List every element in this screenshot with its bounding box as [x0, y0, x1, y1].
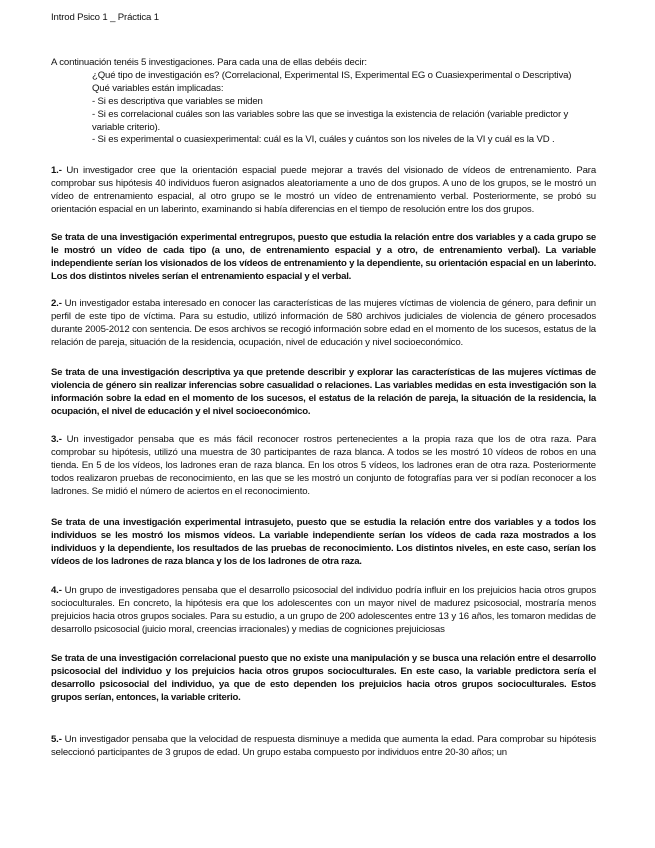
instruction-item: - Si es descriptiva que variables se miden: [92, 95, 263, 107]
document-header: Introd Psico 1 _ Práctica 1: [51, 12, 159, 23]
answer-1: [51, 232, 596, 284]
instruction-item: - Si es experimental o cuasiexperimental: cuál es la VI, cuáles y cuántos son los niveles de la VI y cuál es la VD .: [92, 134, 555, 146]
instruction-item: ¿Qué tipo de investigación es? (Correlacional, Experimental IS, Experimental EG o Cuasiexperimental o Descriptiva): [92, 69, 572, 81]
answer-text: Se trata de una investigación correlacional puesto que no existe una manipulación y se busca una relación entre el desarrollo psicosocial del individuo y los prejuicios hacia otros grupos socioculturales. En este caso, la variable predictora sería el desarrollo psicosocial del individuo, ya que de esto dependen los prejuicios hacia otros grupos socioculturales. Estos grupos serían, entonces, la variable criterio.: [51, 653, 596, 703]
question-text: Un investigador pensaba que es más fácil reconocer rostros pertenecientes a la propia raza que los de otra raza. Para comprobar su hipótesis, utilizó una muestra de 30 participantes de raza blanca. A todos se les mostró 10 vídeos de robos en una tienda. En 5 de los vídeos, los ladrones eran de raza blanca. En los otros 5 vídeos, los ladrones eran de otra raza. Posteriormente todos realizaron pruebas de reconocimiento, en las que se les mostró un conjunto de fotografías para ver si podían reconocer a los ladrones. Se midió el número de aciertos en el reconocimiento.: [51, 434, 597, 497]
question-text: Un investigador cree que la orientación espacial puede mejorar a través del visionado de vídeos de entrenamiento. Para comprobar sus hipótesis 40 individuos fueron asignados aleatoriamente a uno de dos grupos. A uno de los grupos, se le mostró un vídeo de entrenamiento espacial, al otro grupo se le mostró un vídeo de entrenamiento verbal. Posteriormente, se probó su orientación espacial en un laberinto, examinando si había diferencias en el tiempo de resolución entre los dos grupos.: [51, 165, 597, 215]
question-1: [51, 165, 596, 217]
question-number: 3.-: [51, 434, 62, 445]
answer-text: Se trata de una investigación experimental intrasujeto, puesto que se estudia la relación entre dos variables y a todos los individuos se les mostró los mismos vídeos. La variable independiente serían los vídeos de cada raza mostrados a los individuos y la dependiente, los resultados de las pruebas de reconocimiento. Los distintos niveles, en este caso, serían los vídeos de los ladrones de raza blanca y los de los ladrones de otra raza.: [51, 517, 596, 567]
answer-text: Se trata de una investigación descriptiva ya que pretende describir y explorar las características de las mujeres víctimas de violencia de género sin realizar inferencias sobre casualidad o relaciones. Las variables medidas en esta investigación son la información sobre la edad en el momento de los sucesos, el estatus de la relación de pareja, la situación de la residencia, la ocupación, el nivel de educación y el nivel socioeconómico.: [51, 367, 596, 417]
question-2: [51, 298, 596, 350]
question-text: Un investigador pensaba que la velocidad de respuesta disminuye a medida que aumenta la edad. Para comprobar su hipótesis seleccionó participantes de 3 grupos de edad. Un grupo estaba compuesto por individuos entre 20-30 años; un: [51, 734, 597, 758]
instructions: [51, 57, 596, 147]
instruction-item: - Si es correlacional cuáles son las variables sobre las que se investiga la existencia de relación (variable predictor y variable criterio).: [92, 108, 569, 133]
question-5: [51, 734, 596, 760]
question-3: [51, 434, 596, 499]
question-4: [51, 585, 596, 637]
instructions-lead: A continuación tenéis 5 investigaciones. Para cada una de ellas debéis decir:: [51, 57, 367, 68]
answer-4: [51, 653, 596, 705]
question-number: 1.-: [51, 165, 62, 176]
question-number: 4.-: [51, 585, 62, 596]
answer-text: Se trata de una investigación experimental entregrupos, puesto que estudia la relación entre dos variables y a cada grupo se le mostró un vídeo de cada tipo (a uno, de entrenamiento espacial y a otro, de entrenamiento verbal). La variable independiente serían los visionados de los vídeos de entrenamiento y la dependiente, su orientación espacial en un laberinto. Los dos distintos niveles serían el entrenamiento espacial y el verbal.: [51, 232, 596, 282]
question-text: Un grupo de investigadores pensaba que el desarrollo psicosocial del individuo podría influir en los prejuicios hacia otros grupos socioculturales. En concreto, la hipótesis era que los adolescentes con un mayor nivel de madurez psicosocial, mostraría menos prejuicios hacia otros grupos sociales. Para su estudio, a un grupo de 200 adolescentes entre 13 y 16 años, les tomaron medidas de desarrollo psicosocial (juicio moral, creencias irracionales) y medias de cogniciones prejuiciosas: [51, 585, 596, 635]
question-text: Un investigador estaba interesado en conocer las características de las mujeres víctimas de violencia de género, para definir un perfil de este tipo de víctima. Para su estudio, utilizó información de 580 archivos judiciales de violencia de género procesados durante 2005-2012 con sentencia. De esos archivos se recogió información sobre edad en el momento de los sucesos, estatus de la relación de pareja, situación de la residencia, ocupación, nivel de educación y nivel socioeconómico.: [51, 298, 596, 348]
question-number: 2.-: [51, 298, 62, 309]
answer-2: [51, 367, 596, 419]
instruction-item: Qué variables están implicadas:: [92, 82, 224, 94]
question-number: 5.-: [51, 734, 62, 745]
answer-3: [51, 517, 596, 569]
